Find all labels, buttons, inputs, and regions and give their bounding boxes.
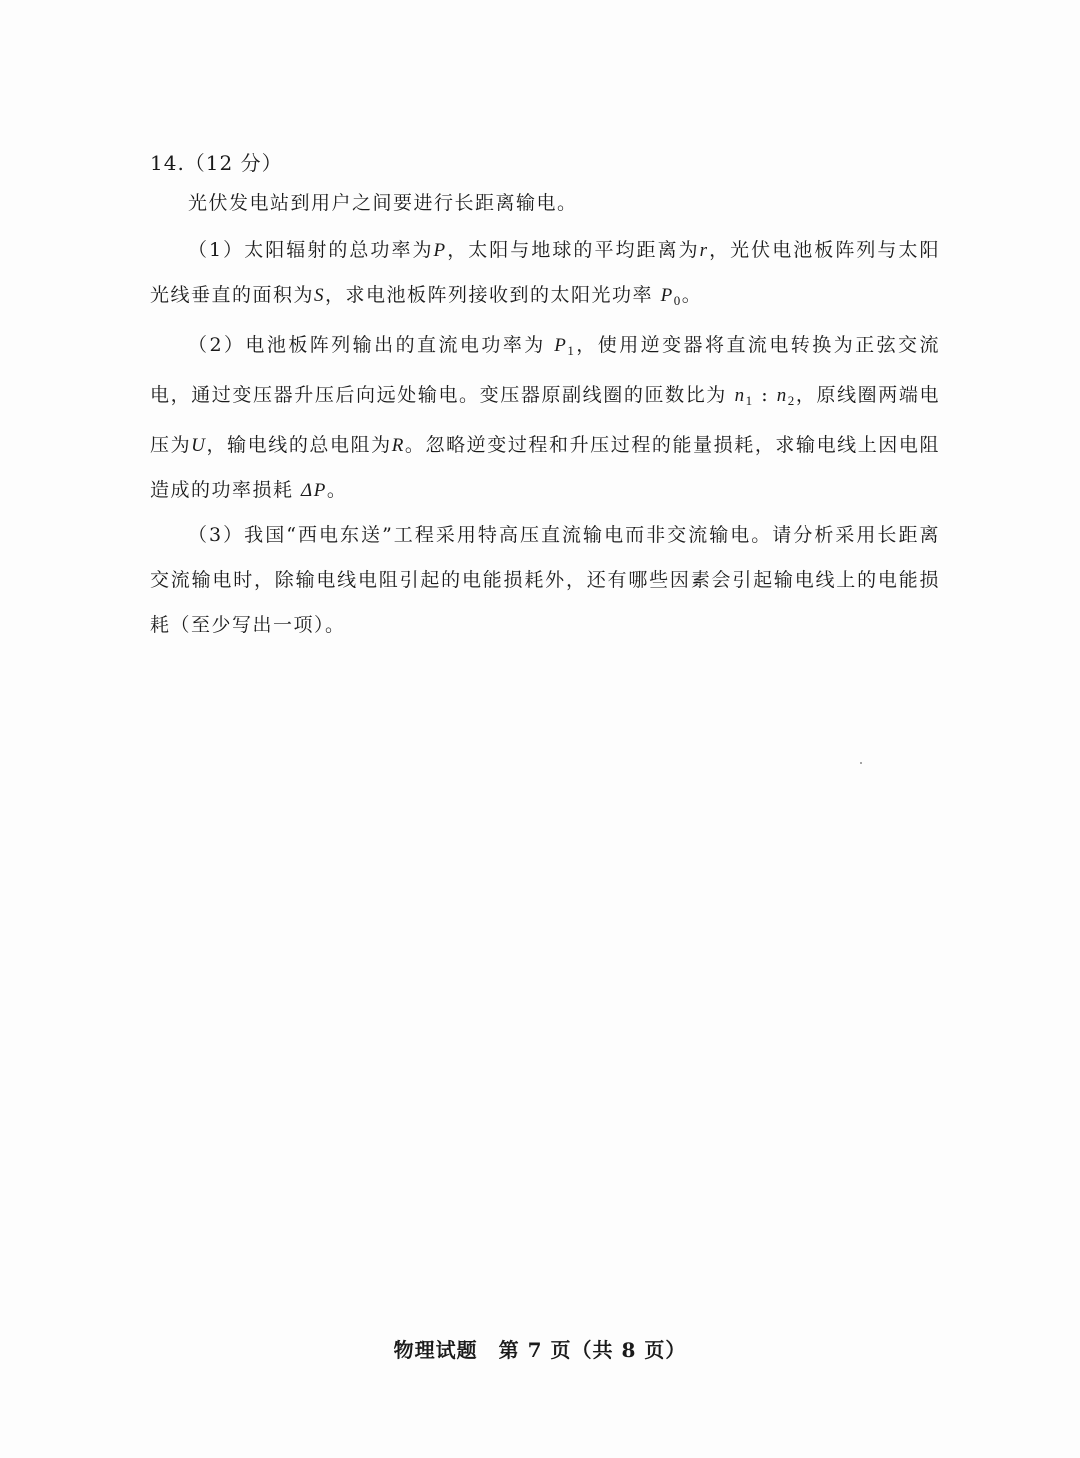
var-n2-subscript: 2	[787, 393, 796, 408]
part2-text-2: ，使用逆变器将直流电转换为正弦交流电，通过变压器升压后向远处输电。变压器原副线圈的匝数比为	[150, 334, 940, 406]
part1-text-2: ，太阳与地球的平均距离为	[446, 239, 700, 261]
var-P1	[554, 335, 575, 356]
var-P1-base: P	[554, 335, 568, 356]
part1-text-3: ，光伏电池板阵列与太阳光线垂直的面积为	[150, 239, 940, 306]
question-14	[150, 146, 940, 648]
part1-text-4: ，求电池板阵列接收到的太阳光功率	[325, 284, 654, 306]
var-n2	[777, 385, 796, 406]
var-P0-subscript: 0	[673, 293, 682, 308]
part2-text-1: （2）电池板阵列输出的直流电功率为	[188, 334, 555, 356]
question-part-3: （3）我国“西电东送”工程采用特高压直流输电而非交流输电。请分析采用长距离交流输电时，除输电线电阻引起的电能损耗外，还有哪些因素会引起输电线上的电能损耗（至少写出一项）。	[150, 524, 940, 636]
part1-text-5: 。	[681, 284, 703, 306]
var-U: U	[191, 435, 207, 456]
question-header: 14.（12 分）	[150, 151, 283, 175]
var-r: r	[699, 240, 709, 261]
var-n1	[735, 385, 754, 406]
part2-text-3: ，原线圈两端电压为	[150, 384, 940, 456]
page-footer: 物理试题 第 7 页（共 8 页）	[393, 1338, 687, 1362]
var-n1-subscript: 1	[745, 393, 754, 408]
part1-text-1: （1）太阳辐射的总功率为	[188, 239, 434, 261]
var-P: P	[433, 240, 447, 261]
var-S: S	[314, 285, 326, 306]
part2-text-6: 。	[326, 479, 348, 501]
var-R: R	[391, 435, 405, 456]
question-intro: 光伏发电站到用户之间要进行长距离输电。	[188, 192, 578, 214]
var-delta-P: ΔP	[301, 480, 327, 501]
scan-speck	[860, 762, 862, 764]
question-part-1	[150, 228, 940, 323]
ratio-colon: :	[753, 384, 777, 406]
var-n2-base: n	[776, 385, 788, 406]
var-P1-subscript: 1	[567, 343, 576, 358]
part2-text-4: ，输电线的总电阻为	[206, 434, 392, 456]
var-n1-base: n	[734, 385, 746, 406]
part2-text-5: 。忽略逆变过程和升压过程的能量损耗，求输电线上因电阻造成的功率损耗	[150, 434, 940, 501]
var-P0	[661, 285, 682, 306]
var-P0-base: P	[660, 285, 674, 306]
question-part-2	[150, 323, 940, 513]
